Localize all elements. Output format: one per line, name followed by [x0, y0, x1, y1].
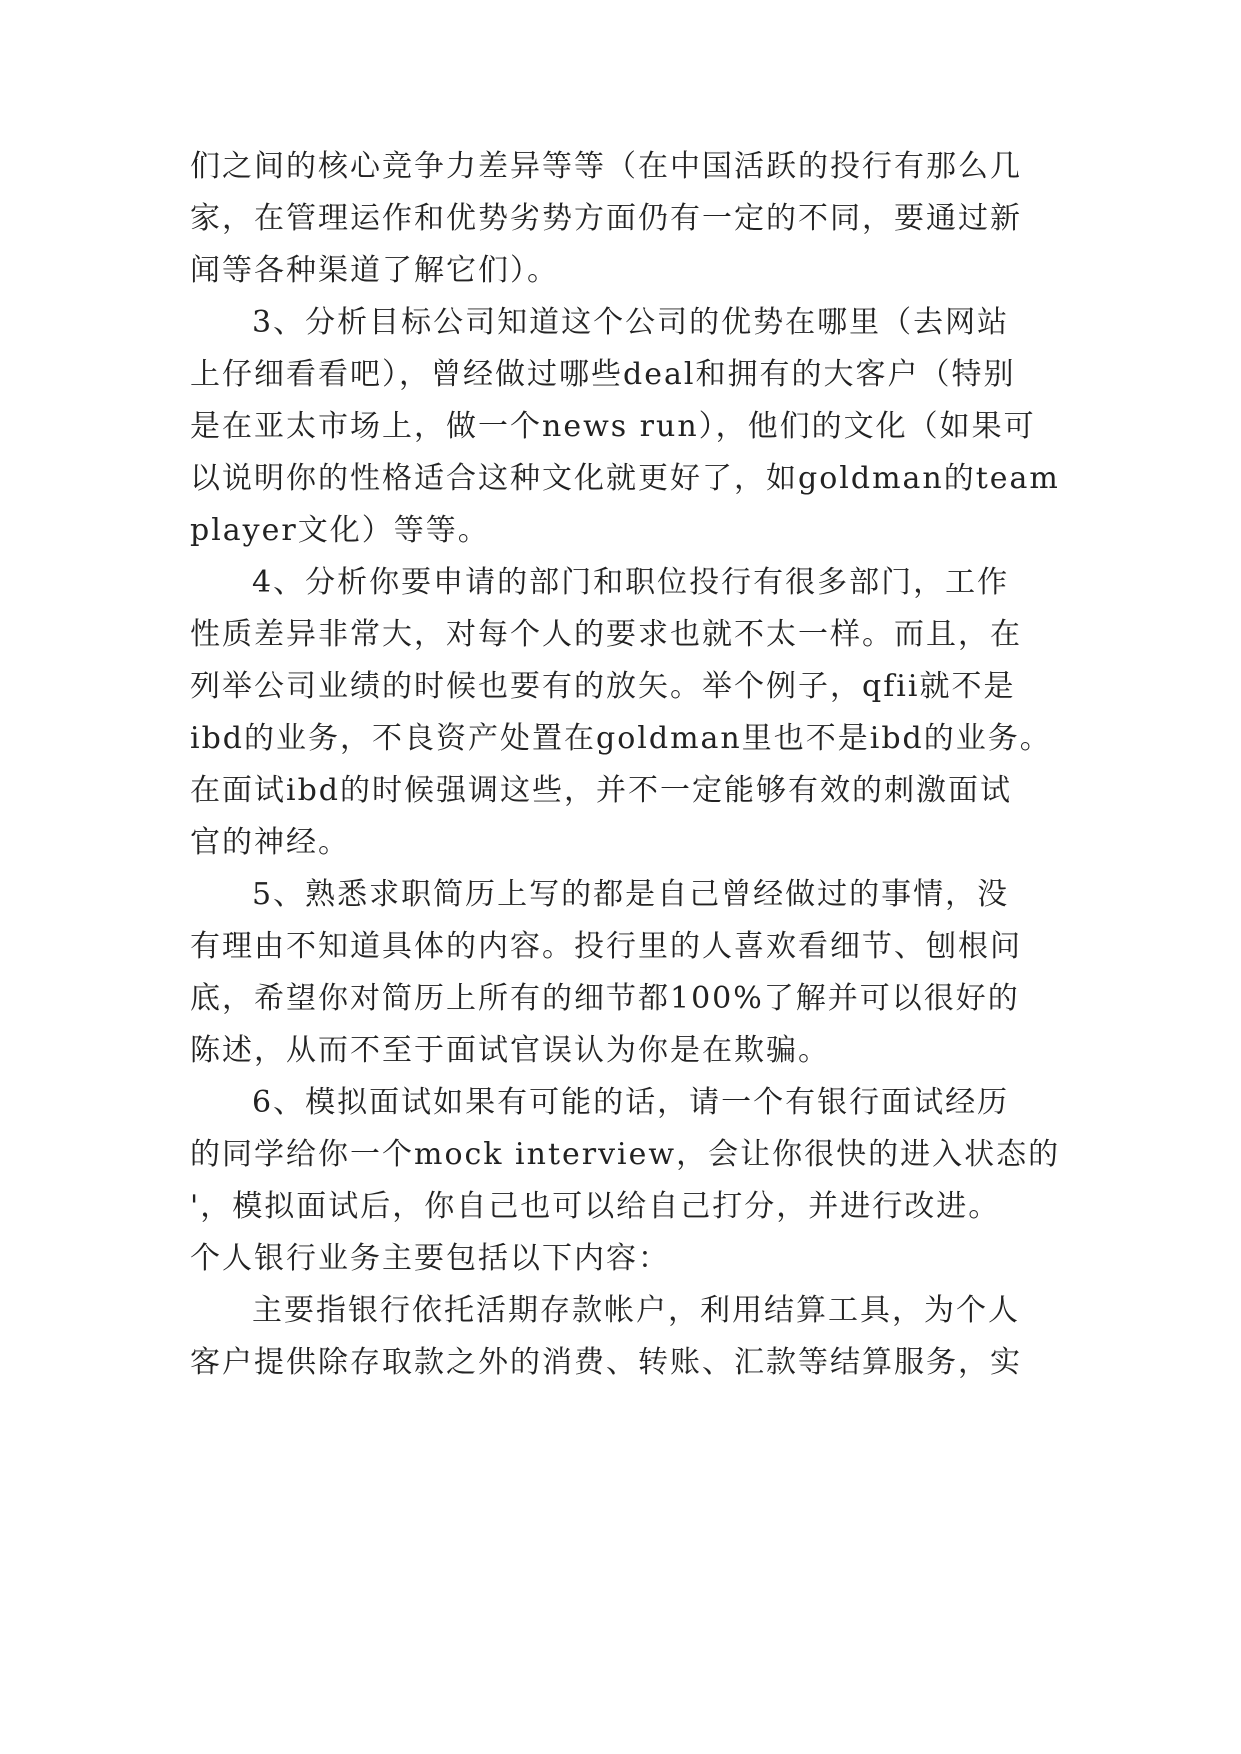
text-line: 闻等各种渠道了解它们）。	[190, 253, 559, 288]
text-line: ibd的业务，不良资产处置在goldman里也不是ibd的业务。	[190, 721, 1052, 756]
text-line: 陈述，从而不至于面试官误认为你是在欺骗。	[190, 1033, 830, 1068]
text-line: 家，在管理运作和优势劣势方面仍有一定的不同，要通过新	[190, 201, 1022, 236]
text-line: 上仔细看看吧），曾经做过哪些deal和拥有的大客户（特别	[190, 357, 1016, 392]
text-line: 有理由不知道具体的内容。投行里的人喜欢看细节、刨根问	[190, 929, 1022, 964]
paragraph-5-first-line: 5、熟悉求职简历上写的都是自己曾经做过的事情，没	[252, 877, 1010, 912]
text-line: 客户提供除存取款之外的消费、转账、汇款等结算服务，实	[190, 1345, 1022, 1380]
paragraph-6-first-line: 6、模拟面试如果有可能的话，请一个有银行面试经历	[252, 1085, 1010, 1120]
paragraph-first-line: 主要指银行依托活期存款帐户，利用结算工具，为个人	[252, 1293, 1020, 1328]
text-line: 们之间的核心竞争力差异等等（在中国活跃的投行有那么几	[190, 149, 1022, 184]
text-line: 列举公司业绩的时候也要有的放矢。举个例子，qfii就不是	[190, 669, 1016, 704]
text-line: 性质差异非常大，对每个人的要求也就不太一样。而且，在	[190, 617, 1022, 652]
text-line: 官的神经。	[190, 825, 350, 860]
text-line: 的同学给你一个mock interview，会让你很快的进入状态的	[190, 1137, 1061, 1172]
paragraph-3-first-line: 3、分析目标公司知道这个公司的优势在哪里（去网站	[252, 305, 1010, 340]
text-line: 是在亚太市场上，做一个news run），他们的文化（如果可	[190, 409, 1036, 444]
text-line: player文化）等等。	[190, 513, 490, 548]
text-line: 在面试ibd的时候强调这些，并不一定能够有效的刺激面试	[190, 773, 1013, 808]
paragraph-4-first-line: 4、分析你要申请的部门和职位投行有很多部门，工作	[252, 565, 1010, 600]
text-line: 底，希望你对简历上所有的细节都100%了解并可以很好的	[190, 981, 1020, 1016]
text-line: 以说明你的性格适合这种文化就更好了，如goldman的team	[190, 461, 1060, 496]
section-heading: 个人银行业务主要包括以下内容：	[190, 1241, 670, 1276]
text-line: '，模拟面试后，你自己也可以给自己打分，并进行改进。	[190, 1189, 1001, 1224]
